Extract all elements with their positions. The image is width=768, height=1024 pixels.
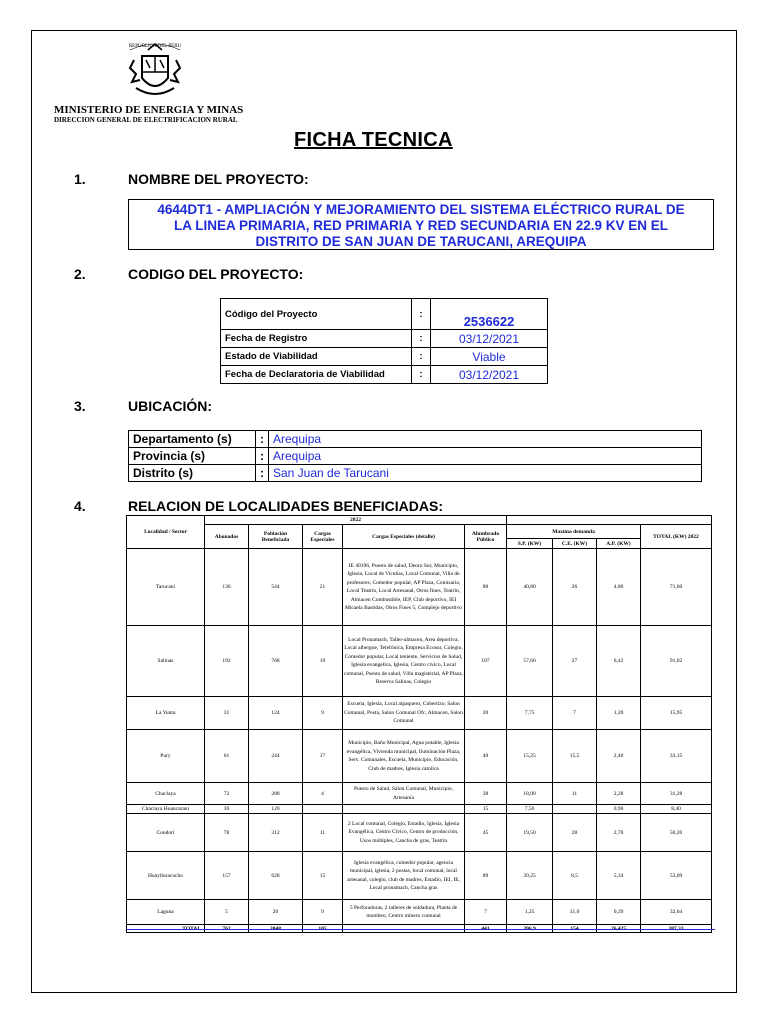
table-row	[127, 783, 712, 805]
cell-tot: 71,60	[641, 549, 712, 626]
code-row	[221, 348, 548, 366]
table-bottom-rule	[126, 929, 715, 930]
section-3-number: 3.	[74, 398, 86, 414]
cell-ab: 72	[205, 783, 249, 805]
cell-ce: 15	[303, 852, 343, 900]
cell-pob: 124	[249, 697, 303, 730]
cell-pob: 120	[249, 805, 303, 814]
cell-cek: 8,5	[553, 852, 597, 900]
cell-ab: 30	[205, 805, 249, 814]
cell-alp: 45	[465, 814, 507, 852]
cell-alp: 7	[465, 900, 507, 925]
cell-loc: Laguna	[127, 900, 205, 925]
cell-sp: 57,60	[507, 626, 553, 697]
cell-sp: 19,50	[507, 814, 553, 852]
cell-ab: 31	[205, 697, 249, 730]
location-row	[129, 448, 702, 465]
table-row	[127, 626, 712, 697]
section-3-title: UBICACIÓN:	[128, 398, 212, 414]
cell-ce: 19	[303, 626, 343, 697]
cell-ap: 0,39	[597, 900, 641, 925]
cell-ap: 1,20	[597, 697, 641, 730]
cell-cek: 7	[553, 697, 597, 730]
cell-cek: 11	[553, 783, 597, 805]
code-value: 2536622	[431, 299, 548, 330]
cell-cek: 27	[553, 626, 597, 697]
section-1-number: 1.	[74, 171, 86, 187]
section-4-number: 4.	[74, 498, 86, 514]
colon: :	[256, 448, 269, 465]
section-2-title: CODIGO DEL PROYECTO:	[128, 266, 304, 282]
cell-alp: 107	[465, 626, 507, 697]
cell-loc: La Yunta	[127, 697, 205, 730]
colon: :	[412, 330, 431, 348]
table-row	[127, 852, 712, 900]
header-alumbrado: Alumbrado Público	[465, 525, 507, 549]
cell-pob: 544	[249, 549, 303, 626]
cell-tot: 33,15	[641, 730, 712, 783]
cell-alp: 20	[465, 697, 507, 730]
cell-tot: 50,20	[641, 814, 712, 852]
cell-cek: 28	[553, 814, 597, 852]
location-label: Distrito (s)	[129, 465, 256, 482]
cell-det: Puesto de Salud, Salon Comunal, Municipio, Artesanía	[343, 783, 465, 805]
code-value: 03/12/2021	[431, 366, 548, 384]
cell-sp: 39,25	[507, 852, 553, 900]
project-name-line: DISTRITO DE SAN JUAN DE TARUCANI, AREQUIPA	[255, 234, 587, 249]
localities-table	[126, 515, 712, 933]
cell-pob: 312	[249, 814, 303, 852]
cell-ce	[303, 805, 343, 814]
cell-pob: 768	[249, 626, 303, 697]
location-table	[128, 430, 702, 482]
cell-ce: 4	[303, 783, 343, 805]
cell-alp: 40	[465, 730, 507, 783]
cell-alp: 89	[465, 852, 507, 900]
cell-alp: 80	[465, 549, 507, 626]
cell-ce: 21	[303, 549, 343, 626]
cell-ce: 17	[303, 730, 343, 783]
header-poblacion: Población Beneficiada	[249, 525, 303, 549]
cell-tot: 32,64	[641, 900, 712, 925]
header-maxima: Maxima demanda	[507, 525, 641, 539]
cell-ab: 192	[205, 626, 249, 697]
header-localidad: Localidad / Sector	[127, 516, 205, 549]
table-row	[127, 900, 712, 925]
header-sp: S.P. (KW)	[507, 539, 553, 549]
table-row	[127, 805, 712, 814]
table-row	[127, 730, 712, 783]
cell-pob: 244	[249, 730, 303, 783]
header-year: 2022	[205, 516, 507, 525]
table-row	[127, 814, 712, 852]
location-row	[129, 465, 702, 482]
code-value: 03/12/2021	[431, 330, 548, 348]
code-label: Estado de Viabilidad	[221, 348, 412, 366]
cell-ap: 0,90	[597, 805, 641, 814]
code-row	[221, 366, 548, 384]
project-name-box	[128, 199, 714, 250]
code-label: Fecha de Declaratoria de Viabilidad	[221, 366, 412, 384]
code-row	[221, 299, 548, 330]
cell-pob: 288	[249, 783, 303, 805]
crest-text: REPUBLICA DEL PERU	[128, 44, 182, 49]
cell-pob: 628	[249, 852, 303, 900]
cell-tot: 15,95	[641, 697, 712, 730]
cell-sp: 1,25	[507, 900, 553, 925]
cell-sp: 18,00	[507, 783, 553, 805]
colon: :	[256, 465, 269, 482]
cell-loc: Condori	[127, 814, 205, 852]
cell-cek: 26	[553, 549, 597, 626]
cell-ap: 5,34	[597, 852, 641, 900]
cell-ap: 2,40	[597, 730, 641, 783]
location-row	[129, 431, 702, 448]
cell-det: 5 Perforadoras, 2 talleres de soldadura, Planta de mombeo, Centro minero comunal	[343, 900, 465, 925]
cell-ab: 61	[205, 730, 249, 783]
direction-name: DIRECCION GENERAL DE ELECTRIFICACION RURAL	[54, 116, 238, 124]
location-label: Departamento (s)	[129, 431, 256, 448]
cell-loc: Chaclaya Huancarani	[127, 805, 205, 814]
code-row	[221, 330, 548, 348]
header-ap: A.P. (KW)	[597, 539, 641, 549]
cell-ap: 6,42	[597, 626, 641, 697]
cell-ap: 2,28	[597, 783, 641, 805]
cell-ap: 2,70	[597, 814, 641, 852]
section-2-number: 2.	[74, 266, 86, 282]
cell-det: Escuela, Iglesia, Local alpaquero, Cobertizo, Salon Comunal, Posta, Salon Comunal Ofc, Almacen, Salon Comunal	[343, 697, 465, 730]
cell-alp: 38	[465, 783, 507, 805]
location-value: Arequipa	[269, 448, 702, 465]
cell-sp: 7,75	[507, 697, 553, 730]
document-title: FICHA TECNICA	[294, 129, 453, 151]
project-name-line: LA LINEA PRIMARIA, RED PRIMARIA Y RED SECUNDARIA EN 22.9 KV EN EL	[173, 218, 669, 233]
cell-sp: 7,50	[507, 805, 553, 814]
cell-cek: 15,5	[553, 730, 597, 783]
cell-loc: Tarucani	[127, 549, 205, 626]
cell-loc: Salinas	[127, 626, 205, 697]
cell-tot: 8,40	[641, 805, 712, 814]
code-label: Código del Proyecto	[221, 299, 412, 330]
cell-pob: 20	[249, 900, 303, 925]
table-row	[127, 549, 712, 626]
section-1-title: NOMBRE DEL PROYECTO:	[128, 171, 309, 187]
code-value: Viable	[431, 348, 548, 366]
colon: :	[412, 366, 431, 384]
location-label: Provincia (s)	[129, 448, 256, 465]
cell-tot: 31,28	[641, 783, 712, 805]
header-row	[127, 525, 712, 539]
header-ce: C.E. (KW)	[553, 539, 597, 549]
coat-of-arms-icon	[124, 38, 186, 102]
cell-cek	[553, 805, 597, 814]
cell-cek: 31,0	[553, 900, 597, 925]
table-row	[127, 697, 712, 730]
cell-det: Local Pronamach, Taller-almacen, Area deportiva, Local albergue, Telefónica, Empresa Ecosur, Colegio, Comedor popular, Local teniente, Servicios de Salud, Iglesia evangelica, Iglesia, Centro civico, Local comunal, Puesto de salud, Villa magisterial, AP Plaza, Reserva Salinas, Colegio	[343, 626, 465, 697]
cell-ab: 78	[205, 814, 249, 852]
cell-alp: 15	[465, 805, 507, 814]
header-detalle: Cargas Especiales (detalle)	[343, 525, 465, 549]
colon: :	[412, 348, 431, 366]
cell-tot: 53,09	[641, 852, 712, 900]
header-total: TOTAL (KW) 2022	[641, 525, 712, 549]
cell-ab: 5	[205, 900, 249, 925]
cell-tot: 91,02	[641, 626, 712, 697]
cell-det: Iglesia evangélica, comedor popular, agencia municipal, iglesia, 2 postas, local comunal, local artesanal, colegio, club de madres, Estadio, IEI, IE, Local pronamach, Cancha gras	[343, 852, 465, 900]
cell-loc: Chaclaya	[127, 783, 205, 805]
cell-ab: 136	[205, 549, 249, 626]
cell-ap: 4,80	[597, 549, 641, 626]
section-4-title: RELACION DE LOCALIDADES BENEFICIADAS:	[128, 498, 444, 514]
cell-det	[343, 805, 465, 814]
project-code-table	[220, 298, 548, 384]
cell-sp: 15,25	[507, 730, 553, 783]
location-value: Arequipa	[269, 431, 702, 448]
ministry-name: MINISTERIO DE ENERGIA Y MINAS	[54, 104, 244, 116]
cell-det: Municipio, Baño Municipal, Agua potable, Iglesia evangélica, Vivienda municipal, Iluminación Plaza, Serv. Comunales, Escuela, Municipio, Educación, Club de madres, Iglesia catolica	[343, 730, 465, 783]
cell-sp: 40,80	[507, 549, 553, 626]
cell-ce: 9	[303, 697, 343, 730]
location-value: San Juan de Tarucani	[269, 465, 702, 482]
project-name-line: 4644DT1 - AMPLIACIÓN Y MEJORAMIENTO DEL SISTEMA ELÉCTRICO RURAL DE	[157, 202, 685, 217]
cell-ab: 157	[205, 852, 249, 900]
colon: :	[412, 299, 431, 330]
cell-loc: Pury	[127, 730, 205, 783]
header-abonados: Abonados	[205, 525, 249, 549]
header-cargas: Cargas Especiales	[303, 525, 343, 549]
cell-det: 2 Local comunal, Colegio, Estadio, Iglesia, Iglesia Evangélica, Centro Cívico, Centro de producción, Usos múltiples, Cancha de gras, Teatrín	[343, 814, 465, 852]
cell-det: IE 40196, Puesto de salud, Deoro Sur, Municipio, Iglesia, Local de Vicuñas, Local Comunal, Villa de profesores, Comedor popular, AP Plaza, Comisaría, Local Teatrín, Local Artesanal, Otros fines, Teatrín, Almacen Combustible, IEP, Club deportivo, IEI Micaela Bastidas, Otros Fines 5, Complejo deportivo	[343, 549, 465, 626]
code-label: Fecha de Registro	[221, 330, 412, 348]
year-row	[127, 516, 712, 525]
cell-ce: 9	[303, 900, 343, 925]
cell-ce: 11	[303, 814, 343, 852]
cell-loc: Huaylluracucho	[127, 852, 205, 900]
colon: :	[256, 431, 269, 448]
